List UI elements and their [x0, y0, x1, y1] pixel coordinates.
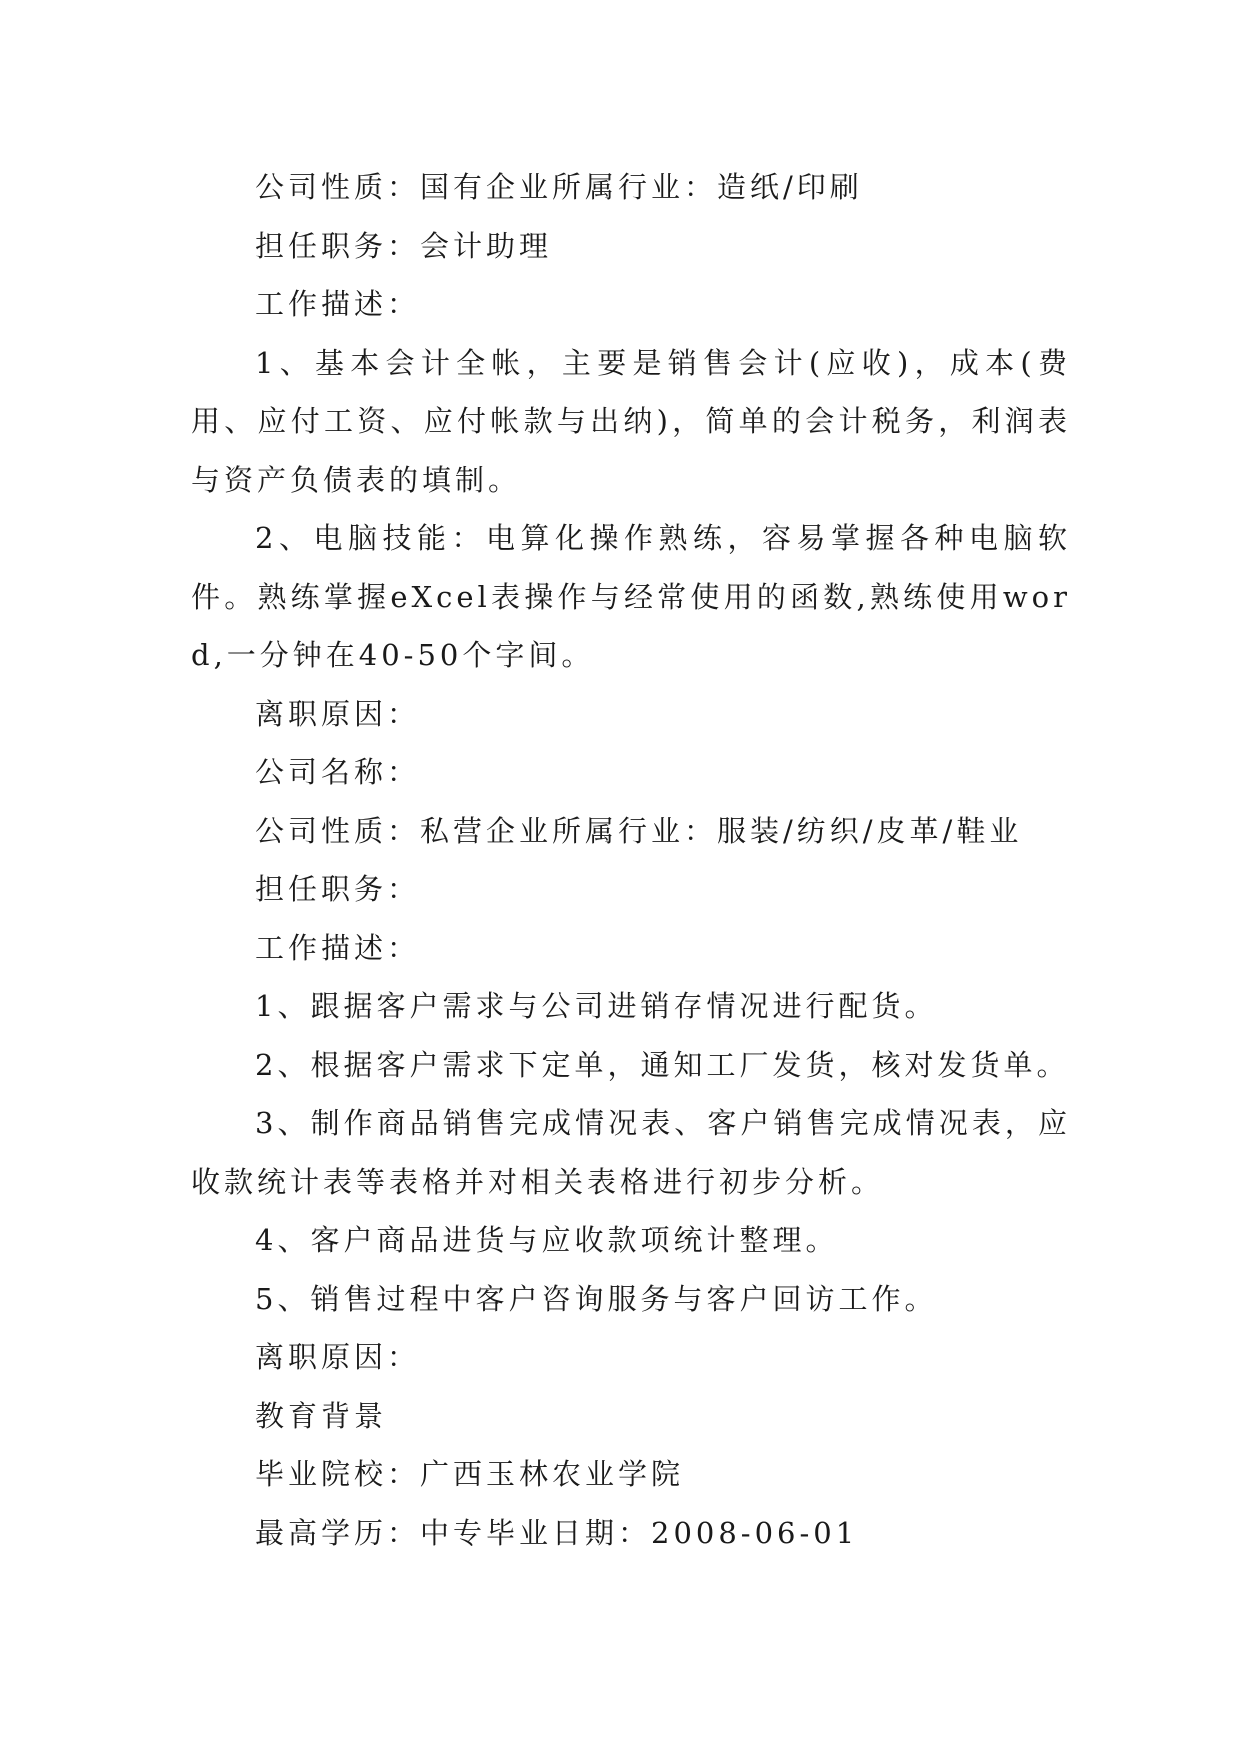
paragraph-duty-2-1: 1、跟据客户需求与公司进销存情况进行配货。 — [255, 989, 938, 1023]
paragraph-company-name-2: 公司名称： — [255, 755, 421, 789]
paragraph-position-1: 担任职务：会计助理 — [255, 228, 553, 263]
paragraph-duty-1-1: 1、基本会计全帐，主要是销售会计(应收)，成本(费用、应付工资、应付帐款与出纳)，简单的会计税务，利润表与资产负债表的填制。 — [191, 345, 1071, 497]
paragraph-duty-2-4: 4、客户商品进货与应收款项统计整理。 — [255, 1223, 839, 1257]
paragraph-duty-2-5: 5、销售过程中客户咨询服务与客户回访工作。 — [255, 1281, 938, 1316]
paragraph-position-2: 担任职务： — [255, 872, 421, 906]
paragraph-highest-degree: 最高学历：中专毕业日期：2008-06-01 — [255, 1515, 859, 1550]
paragraph-company-nature-2: 公司性质：私营企业所属行业：服装/纺织/皮革/鞋业 — [255, 813, 1023, 848]
paragraph-company-nature-1: 公司性质：国有企业所属行业：造纸/印刷 — [255, 170, 863, 204]
paragraph-graduated-school: 毕业院校：广西玉林农业学院 — [255, 1457, 685, 1491]
paragraph-education-heading: 教育背景 — [255, 1398, 388, 1433]
paragraph-job-description-heading-2: 工作描述： — [255, 930, 421, 965]
document-body — [191, 158, 1071, 1562]
paragraph-duty-1-2: 2、电脑技能：电算化操作熟练，容易掌握各种电脑软件。熟练掌握eXcel表操作与经常使用的函数,熟练使用word,一分钟在40-50个字间。 — [191, 521, 1071, 672]
paragraph-leaving-reason-1: 离职原因： — [255, 696, 421, 731]
paragraph-duty-2-3: 3、制作商品销售完成情况表、客户销售完成情况表，应收款统计表等表格并对相关表格进行初步分析。 — [191, 1106, 1071, 1199]
paragraph-duty-2-2: 2、根据客户需求下定单，通知工厂发货，核对发货单。 — [255, 1047, 1070, 1082]
paragraph-leaving-reason-2: 离职原因： — [255, 1340, 421, 1374]
paragraph-job-description-heading-1: 工作描述： — [255, 287, 421, 321]
